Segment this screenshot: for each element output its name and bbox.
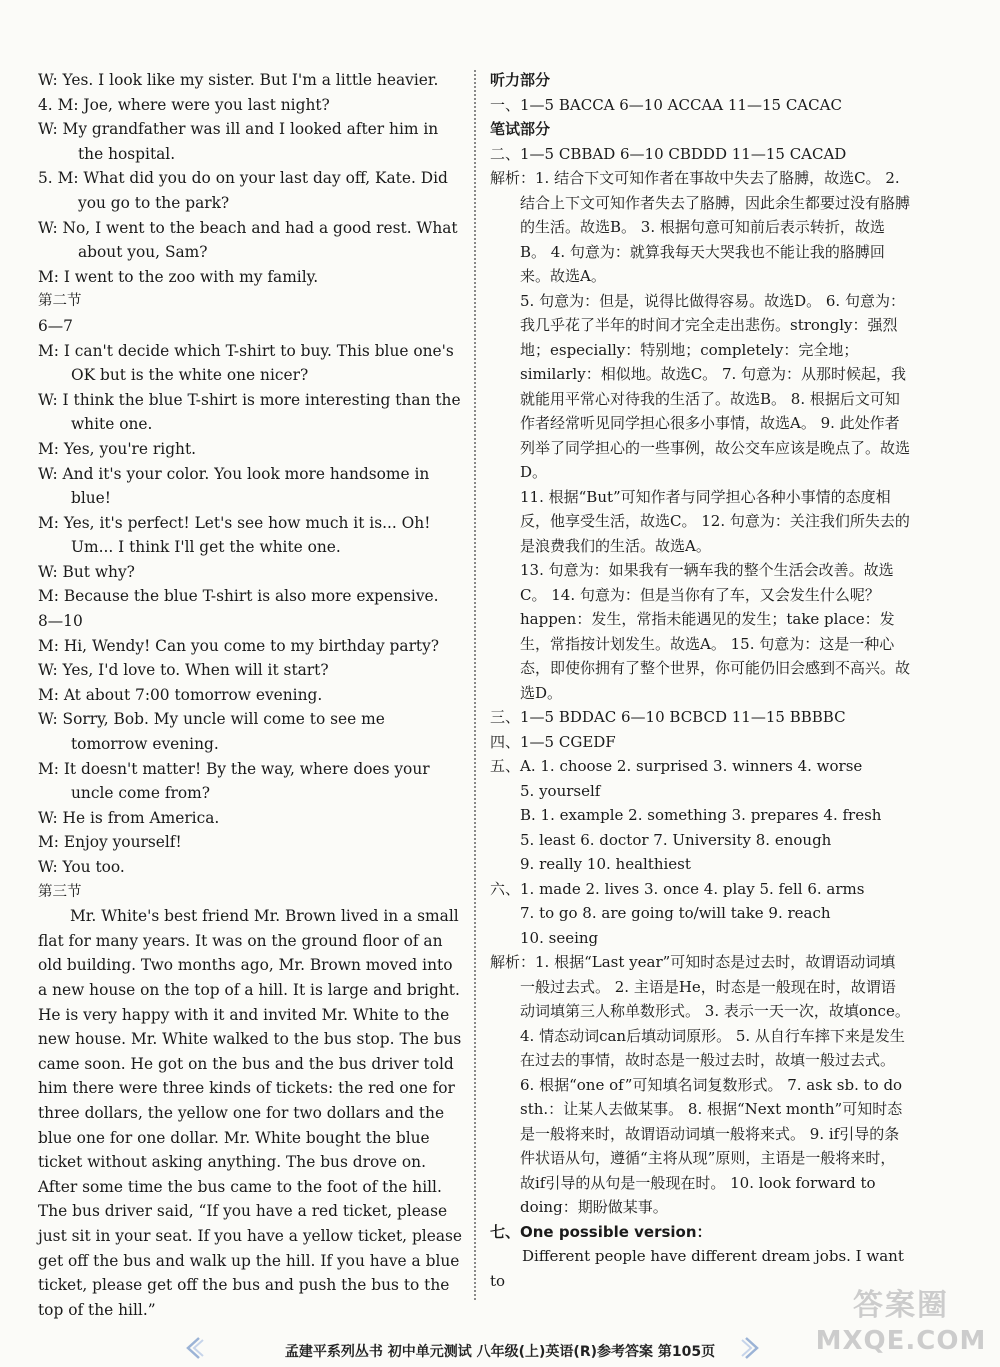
- left-column: [38, 68, 464, 1322]
- left-line: 6—7: [38, 316, 73, 335]
- left-line: M: I went to the zoo with my family.: [38, 267, 319, 286]
- left-line: W: You too.: [38, 858, 125, 876]
- left-line: W: No, I went to the beach and had a good rest. What about you, Sam?: [38, 218, 458, 262]
- right-column: [490, 68, 910, 1293]
- right-line: 二、1—5 CBBAD 6—10 CBDDD 11—15 CACAD: [490, 144, 847, 163]
- left-line: M: Because the blue T-shirt is also more expensive.: [38, 587, 439, 606]
- watermark: [806, 1286, 996, 1364]
- left-line: W: Yes, I'd love to. When will it start?: [38, 661, 329, 680]
- right-line: 解析：1. 根据“Last year”可知时态是过去时，故谓语动词填一般过去式。 2. 主语是He，时态是一般现在时，故谓语动词填第三人称单数形式。 3. 表示一天一次，故填once。 4. 情态动词can后填动词原形。 5. 从自行车摔下来是发生在过去的事情，故时态是一般过去时，故填一般过去式。 6. 根据“one of”可知填名词复数形式。 7. ask sb. to do sth.：让某人去做某事。 8. 根据“Next month”可知时态是一般将来时，故谓语动词填一般将来式。 9. if引导的条件状语从句，遵循“主将从现”原则，主语是一般将来时，故if引导的从句是一般现在时。 10. look forward to doing：期盼做某事。: [490, 953, 910, 1216]
- left-line: W: He is from America.: [38, 808, 220, 827]
- watermark-url: MXQE.COM: [815, 1326, 987, 1356]
- right-line: 四、1—5 CGEDF: [490, 732, 616, 751]
- left-line: 第三节: [38, 883, 82, 900]
- right-line: 六、1. made 2. lives 3. once 4. play 5. fell 6. arms: [490, 879, 865, 898]
- right-line: 11. 根据“But”可知作者与同学担心各种小事情的态度相反，他享受生活，故选C。 12. 句意为：关注我们所失去的是浪费我们的生活。故选A。: [520, 487, 910, 555]
- page-footer: 孟建平系列丛书 初中单元测试 八年级(上)英语(R)参考答案 第105页: [284, 1344, 716, 1360]
- right-line: 5. least 6. doctor 7. University 8. enough: [520, 830, 832, 849]
- chevron-right-icon: [740, 1336, 762, 1360]
- right-line: 解析：1. 结合下文可知作者在事故中失去了胳膊，故选C。 2. 结合上下文可知作者失去了胳膊，因此余生都要过没有胳膊的生活。故选B。 3. 根据句意可知前后表示转折，故选B。 4. 句意为：就算我每天大哭我也不能让我的胳膊回来。故选A。: [490, 169, 911, 285]
- right-line: 5. 句意为：但是，说得比做得容易。故选D。 6. 句意为：我几乎花了半年的时间才完全走出悲伤。strongly：强烈地；especially：特别地；completely：完全地；similarly：相似地。故选C。 7. 句意为：从那时候起，我就能用平常心对待我的生活了。故选B。 8. 根据后文可知作者经常听见同学担心很多小事情，故选A。 9. 此处作者列举了同学担心的一些事例，故公交车应该是晚点了。故选D。: [520, 291, 911, 481]
- left-line: W: Sorry, Bob. My uncle will come to see me tomorrow evening.: [38, 710, 385, 754]
- left-line: W: And it's your color. You look more handsome in blue!: [38, 464, 430, 508]
- left-line: 8—10: [38, 612, 83, 631]
- left-line: 第二节: [38, 293, 82, 310]
- right-line: 9. really 10. healthiest: [520, 855, 691, 873]
- watermark-title: 答案圈: [853, 1288, 949, 1323]
- left-line: M: Yes, you're right.: [38, 439, 197, 458]
- column-divider: [474, 70, 476, 1300]
- left-line: Mr. White's best friend Mr. Brown lived in a small flat for many years. It was on the ground floor of an old building. Two months ago, Mr. Brown moved into a new house on the top of a hill. It is large and bright. He is very happy with it and invited Mr. White to the new house. Mr. White walked to the bus stop. The bus came soon. He got on the bus and the bus driver told him there were three kinds of tickets: the red one for three dollars, the yellow one for two dollars and the blue one for one dollar. Mr. White bought the blue ticket without asking anything. The bus drove on. After some time the bus came to the foot of the hill. The bus driver said, “If you have a red ticket, please just sit in your seat. If you have a yellow ticket, please get off the bus and walk up the hill. If you have a blue ticket, please get off the bus and push the bus to the top of the hill.”: [38, 907, 463, 1319]
- left-line: M: It doesn't matter! By the way, where does your uncle come from?: [38, 759, 430, 803]
- right-line: Different people have different dream jobs. I want to: [490, 1247, 904, 1290]
- right-line: 七、One possible version：: [490, 1222, 712, 1241]
- right-line: 三、1—5 BDDAC 6—10 BCBCD 11—15 BBBBC: [490, 708, 846, 726]
- right-line: 13. 句意为：如果我有一辆车我的整个生活会改善。故选C。 14. 句意为：但是当你有了车，又会发生什么呢？happen：发生，常指未能遇见的发生；take place：发生，常指按计划发生。故选A。 15. 句意为：这是一种心态，即使你拥有了整个世界，你可能仍旧会感到不高兴。故选D。: [520, 561, 911, 702]
- left-line: 4. M: Joe, where were you last night?: [38, 95, 330, 114]
- right-line: 一、1—5 BACCA 6—10 ACCAA 11—15 CACAC: [490, 95, 842, 114]
- left-line: W: My grandfather was ill and I looked after him in the hospital.: [38, 120, 439, 163]
- left-line: M: At about 7:00 tomorrow evening.: [38, 685, 323, 704]
- left-line: W: Yes. I look like my sister. But I'm a little heavier.: [38, 71, 439, 89]
- right-line: 五、A. 1. choose 2. surprised 3. winners 4. worse: [490, 757, 863, 775]
- right-line: 听力部分: [490, 71, 551, 89]
- left-line: M: Hi, Wendy! Can you come to my birthday party?: [38, 636, 440, 655]
- right-line: 7. to go 8. are going to/will take 9. reach: [520, 904, 831, 922]
- left-line: 5. M: What did you do on your last day off, Kate. Did you go to the park?: [38, 169, 448, 212]
- left-line: W: I think the blue T-shirt is more interesting than the white one.: [38, 390, 461, 434]
- left-line: M: Yes, it's perfect! Let's see how much it is... Oh! Um... I think I'll get the white one.: [38, 513, 431, 557]
- left-line: W: But why?: [38, 562, 135, 581]
- right-line: B. 1. example 2. something 3. prepares 4. fresh: [520, 806, 882, 824]
- right-line: 笔试部分: [490, 120, 551, 138]
- left-line: M: I can't decide which T-shirt to buy. This blue one's OK but is the white one nicer?: [38, 341, 454, 385]
- right-line: 10. seeing: [520, 928, 599, 947]
- left-line: M: Enjoy yourself!: [38, 833, 182, 852]
- right-line: 5. yourself: [520, 781, 601, 800]
